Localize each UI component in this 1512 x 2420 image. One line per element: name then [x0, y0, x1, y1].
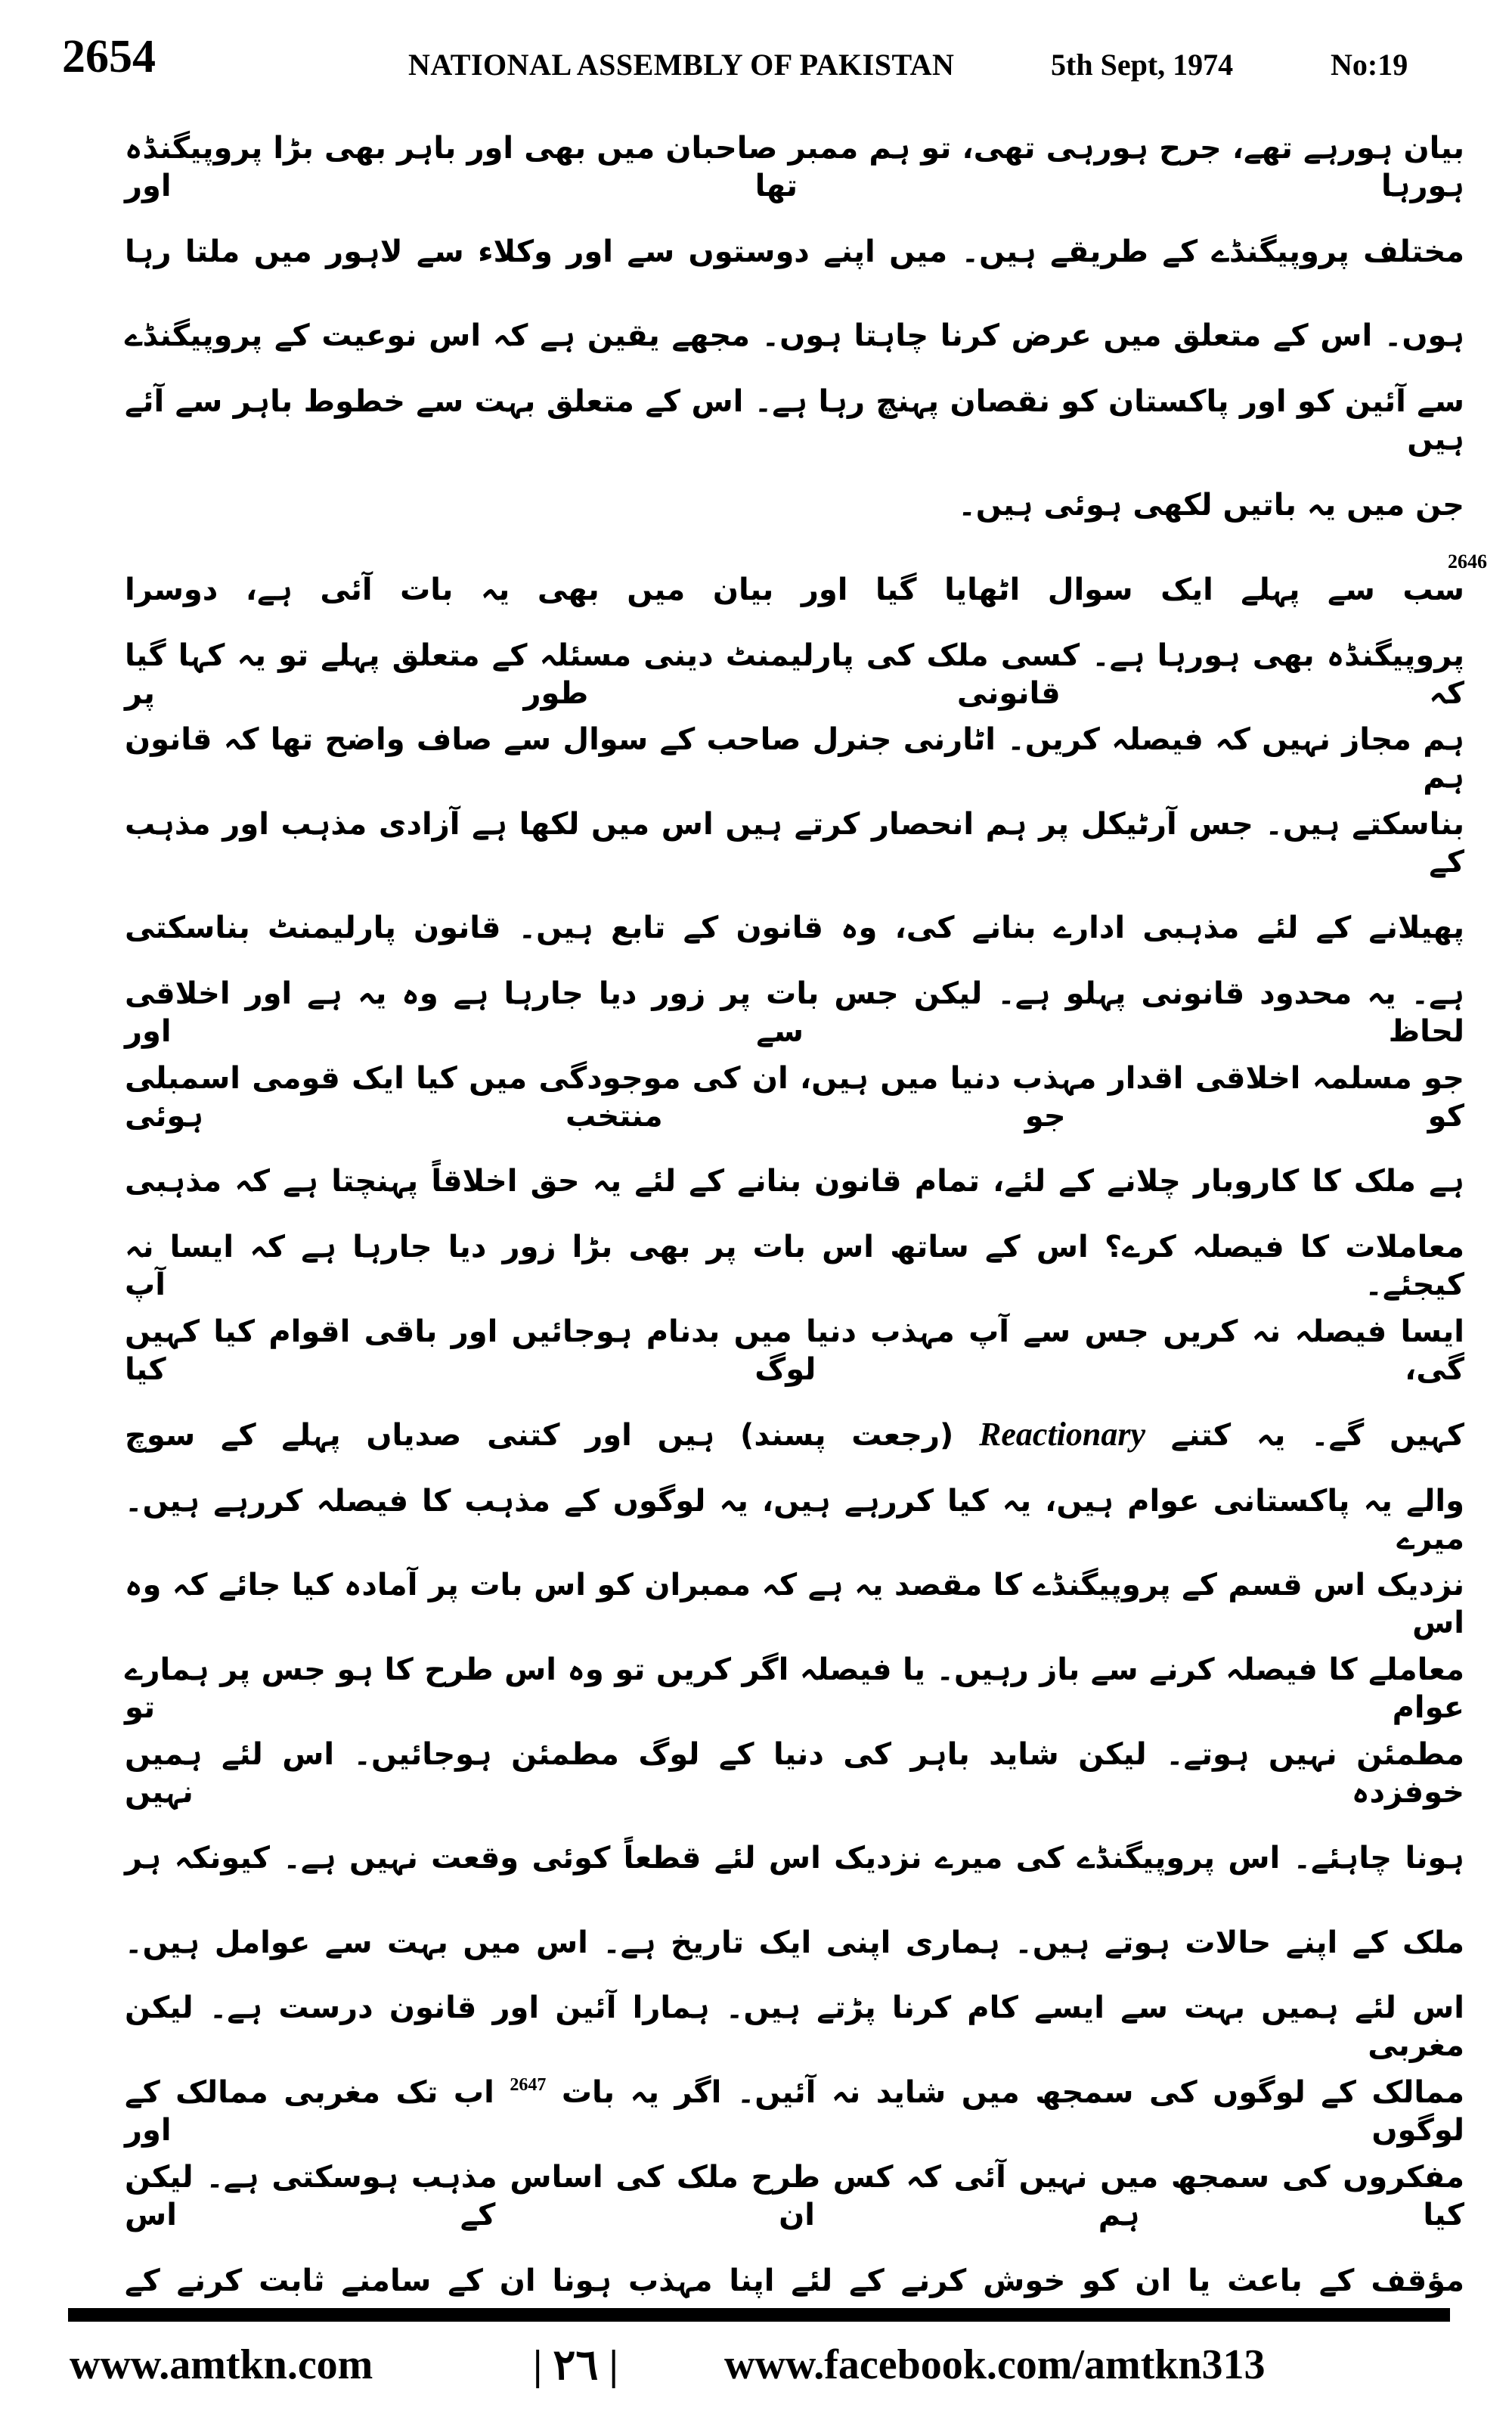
text-line	[125, 1393, 1464, 1478]
text-line	[125, 463, 1464, 548]
line-text: ملک کے اپنے حالات ہوتے ہیں۔ ہماری اپنی ایک تاریخ ہے۔ اس میں بہت سے عوامل ہیں۔	[125, 1925, 1464, 1960]
footer-divider	[68, 2308, 1450, 2322]
text-line	[125, 548, 1487, 632]
line-text: ہوں۔ اس کے متعلق میں عرض کرنا چاہتا ہوں۔ مجھے یقین ہے کہ اس نوعیت کے پروپیگنڈے	[125, 318, 1464, 354]
line-text: والے یہ پاکستانی عوام ہیں، یہ کیا کررہے ہیں، یہ لوگوں کے مذہب کا فیصلہ کررہے ہیں۔ میرے	[125, 1483, 1464, 1556]
text-line	[125, 2154, 1464, 2238]
text-line	[125, 209, 1464, 294]
line-text: (رجعت پسند) ہیں اور کتنی صدیاں پہلے کے سوچ	[125, 1418, 954, 1454]
text-line	[125, 801, 1464, 886]
line-text: بیان ہورہے تھے، جرح ہورہی تھی، تو ہم ممبر صاحبان میں بھی اور باہر بھی بڑا پروپیگنڈہ ہورہا تھا اور	[125, 130, 1464, 203]
line-text: معاملے کا فیصلہ کرنے سے باز رہیں۔ یا فیصلہ اگر کریں تو وہ اس طرح کا ہو جس پر ہمارے عوام تو	[125, 1652, 1464, 1726]
line-text: مطمئن نہیں ہوتے۔ لیکن شاید باہر کی دنیا کے لوگ مطمئن ہوجائیں۔ اس لئے ہمیں خوفزدہ نہیں	[125, 1737, 1464, 1810]
text-line	[125, 125, 1464, 209]
line-text: بناسکتے ہیں۔ جس آرٹیکل پر ہم انحصار کرتے ہیں اس میں لکھا ہے آزادی مذہب اور مذہب کے	[125, 807, 1464, 880]
line-text: سب سے پہلے ایک سوال اٹھایا گیا اور بیان میں بھی یہ بات آئی ہے، دوسرا	[125, 572, 1464, 607]
text-line	[125, 886, 1464, 970]
line-text: ایسا فیصلہ نہ کریں جس سے آپ مہذب دنیا میں بدنام ہوجائیں اور باقی اقوام کیا کہیں گی، لوگ کیا	[125, 1314, 1464, 1388]
text-line	[125, 1985, 1464, 2070]
footer-page-number: | ٢٦ |	[533, 2342, 618, 2389]
line-text-group	[125, 1416, 1464, 1454]
line-text: مفکروں کی سمجھ میں نہیں آئی کہ کس طرح ملک کی اساس مذہب ہوسکتی ہے۔ لیکن کیا ہم ان کے اس	[125, 2160, 1464, 2233]
text-line	[125, 378, 1464, 463]
line-text: پروپیگنڈہ بھی ہورہا ہے۔ کسی ملک کی پارلیمنٹ دینی مسئلہ کے متعلق پہلے تو یہ کہا گیا کہ قانونی طور پر	[125, 638, 1464, 711]
text-line	[125, 1140, 1464, 1224]
line-text: ہم مجاز نہیں کہ فیصلہ کریں۔ اٹارنی جنرل صاحب کے سوال سے صاف واضح تھا کہ قانون ہم	[125, 722, 1464, 796]
text-line	[125, 2069, 1464, 2154]
text-line	[125, 1055, 1464, 1140]
line-text: اس لئے ہمیں بہت سے ایسے کام کرنا پڑتے ہیں۔ ہمارا آئین اور قانون درست ہے۔ لیکن مغربی	[125, 1990, 1464, 2064]
text-line	[125, 1900, 1464, 1985]
issue-number: No:19	[1331, 48, 1408, 82]
text-line	[125, 1816, 1464, 1900]
line-text: سے آئین کو اور پاکستان کو نقصان پہنچ رہا ہے۔ اس کے متعلق بہت سے خطوط باہر سے آئے ہیں	[125, 384, 1464, 458]
line-text: ممالک کے لوگوں کی سمجھ میں شاید نہ آئیں۔ اگر یہ بات	[561, 2075, 1465, 2111]
text-line	[125, 1562, 1464, 1647]
page-marker-2646: 2646	[1448, 550, 1487, 572]
page-marker-2647: 2647	[510, 2075, 547, 2096]
line-text-group	[125, 2074, 1464, 2149]
session-date: 5th Sept, 1974	[1051, 48, 1234, 82]
line-text: پھیلانے کے لئے مذہبی ادارے بنانے کی، وہ قانون کے تابع ہیں۔ قانون پارلیمنٹ بناسکتی	[125, 911, 1464, 946]
page-number: 2654	[62, 31, 156, 82]
line-text: مؤقف کے باعث یا ان کو خوش کرنے کے لئے اپنا مہذب ہونا ان کے سامنے ثابت کرنے کے	[125, 2263, 1464, 2298]
text-line	[125, 1731, 1464, 1816]
line-text: معاملات کا فیصلہ کرے؟ اس کے ساتھ اس بات پر بھی بڑا زور دیا جارہا ہے کہ ایسا نہ کیجئے۔ آپ	[125, 1230, 1464, 1303]
text-line	[125, 717, 1464, 802]
text-line	[125, 1646, 1464, 1731]
line-text: ہے۔ یہ محدود قانونی پہلو ہے۔ لیکن جس بات پر زور دیا جارہا ہے وہ یہ ہے اور اخلاقی لحاظ سے اور	[125, 976, 1464, 1049]
document-title: NATIONAL ASSEMBLY OF PAKISTAN	[408, 48, 955, 82]
line-text: اب تک مغربی ممالک کے لوگوں اور	[125, 2075, 1464, 2149]
line-text: ہونا چاہئے۔ اس پروپیگنڈے کی میرے نزدیک اس لئے قطعاً کوئی وقعت نہیں ہے۔ کیونکہ ہر	[125, 1840, 1464, 1876]
facebook-link[interactable]: www.facebook.com/amtkn313	[724, 2341, 1266, 2388]
line-text: کہیں گے۔ یہ کتنے	[1170, 1418, 1464, 1454]
text-line	[125, 970, 1464, 1055]
website-link[interactable]: www.amtkn.com	[70, 2341, 373, 2388]
urdu-body-text	[125, 125, 1487, 2323]
line-text: نزدیک اس قسم کے پروپیگنڈے کا مقصد یہ ہے کہ ممبران کو اس بات پر آمادہ کیا جائے کہ وہ اس	[125, 1568, 1464, 1641]
text-line	[125, 632, 1464, 717]
text-line	[125, 1224, 1464, 1308]
line-text: جن میں یہ باتیں لکھی ہوئی ہیں۔	[958, 488, 1464, 523]
text-line	[125, 294, 1464, 379]
line-text: جو مسلمہ اخلاقی اقدار مہذب دنیا میں ہیں، ان کی موجودگی میں کیا ایک قومی اسمبلی کو جو منتخب ہوئی	[125, 1060, 1464, 1134]
line-text: ہے ملک کا کاروبار چلانے کے لئے، تمام قانون بنانے کے لئے یہ حق اخلاقاً پہنچتا ہے کہ مذہبی	[125, 1164, 1464, 1199]
line-text: مختلف پروپیگنڈے کے طریقے ہیں۔ میں اپنے دوستوں سے اور وکلاء سے لاہور میں ملتا رہا	[125, 234, 1464, 269]
english-term: Reactionary	[979, 1416, 1146, 1454]
text-line	[125, 1478, 1464, 1562]
text-line	[125, 1308, 1464, 1393]
